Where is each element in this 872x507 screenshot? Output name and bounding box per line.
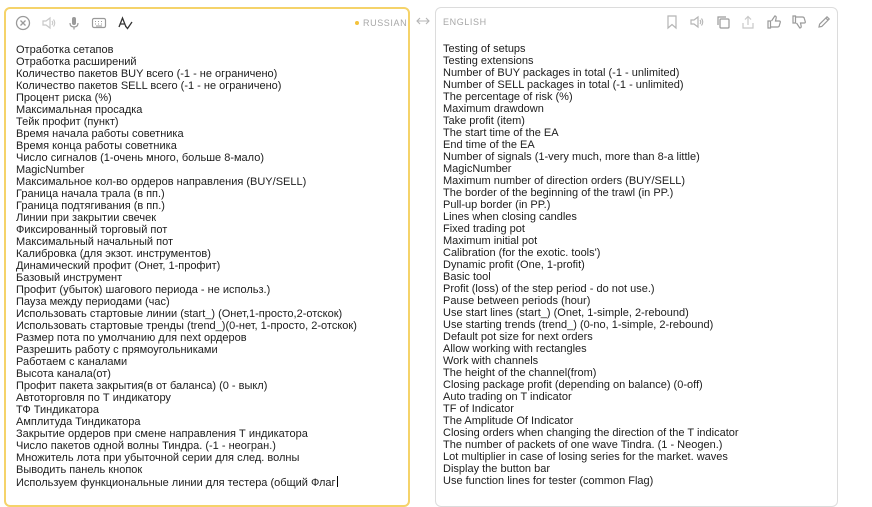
source-text-line: Высота канала(от) <box>16 368 111 380</box>
source-text-line: Максимальный начальный пот <box>16 236 173 248</box>
target-text-line: End time of the EA <box>443 139 535 151</box>
source-language-label[interactable]: RUSSIAN <box>363 18 408 28</box>
target-text-line: Default pot size for next orders <box>443 331 593 343</box>
target-text-line: Use starting trends (trend_) (0-no, 1-simple, 2-rebound) <box>443 319 714 331</box>
target-toolbar <box>436 8 837 36</box>
source-text-area[interactable] <box>16 44 357 488</box>
language-indicator-dot <box>355 21 359 25</box>
source-text-line: MagicNumber <box>16 164 85 176</box>
source-text-line: Граница начала трала (в пп.) <box>16 188 165 200</box>
copy-icon[interactable] <box>715 14 731 30</box>
source-text-line: Тейк профит (пункт) <box>16 116 119 128</box>
source-text-line: Амплитуда Тиндикатора <box>16 416 141 428</box>
spellcheck-icon[interactable] <box>117 15 133 31</box>
text-cursor <box>337 476 338 487</box>
source-text-line: Максимальное кол-во ордеров направления (BUY/SELL) <box>16 176 307 188</box>
source-text-line: Закрытие ордеров при смене направления Т индикатора <box>16 428 308 440</box>
edit-pencil-icon[interactable] <box>816 14 832 30</box>
source-text-line: Базовый инструмент <box>16 272 123 284</box>
thumbs-up-icon[interactable] <box>766 14 782 30</box>
target-text-line: Use start lines (start_) (Onet, 1-simple, 2-rebound) <box>443 307 689 319</box>
target-text-line: The height of the channel(from) <box>443 367 597 379</box>
target-text-line: Maximum initial pot <box>443 235 538 247</box>
target-text-line: Pause between periods (hour) <box>443 295 591 307</box>
target-text-line: Work with channels <box>443 355 539 367</box>
source-text-line: Отработка сетапов <box>16 44 114 56</box>
source-pane <box>4 7 410 507</box>
target-text-line: Fixed trading pot <box>443 223 525 235</box>
target-text-line: The Amplitude Of Indicator <box>443 415 574 427</box>
source-text-line: Профит пакета закрытия(в от баланса) (0 - выкл) <box>16 380 268 392</box>
target-text-line: Basic tool <box>443 271 491 283</box>
microphone-icon[interactable] <box>66 15 82 31</box>
source-text-line: Динамический профит (Онет, 1-профит) <box>16 260 221 272</box>
target-text-line: Number of SELL packages in total (-1 - unlimited) <box>443 79 684 91</box>
thumbs-down-icon[interactable] <box>791 14 807 30</box>
target-text-line: The border of the beginning of the trawl (in PP.) <box>443 187 674 199</box>
source-text-line: Профит (убыток) шагового периода - не использ.) <box>16 284 271 296</box>
window-right-margin <box>843 0 872 496</box>
target-text-line: Display the button bar <box>443 463 551 475</box>
clear-icon[interactable] <box>15 15 31 31</box>
target-text-line: Pull-up border (in PP.) <box>443 199 551 211</box>
target-language-label[interactable]: ENGLISH <box>443 17 487 27</box>
source-text-line: Выводить панель кнопок <box>16 464 143 476</box>
speaker-icon[interactable] <box>41 15 57 31</box>
target-text-line: Use function lines for tester (common Flag) <box>443 475 654 487</box>
target-text-line: Closing orders when changing the direction of the T indicator <box>443 427 739 439</box>
target-text-line: MagicNumber <box>443 163 512 175</box>
swap-languages-icon[interactable] <box>416 15 430 27</box>
target-text-line: Maximum drawdown <box>443 103 544 115</box>
source-text-line: Использовать стартовые тренды (trend_)(0-нет, 1-просто, 2-отскок) <box>16 320 357 332</box>
source-text-line: Отработка расширений <box>16 56 137 68</box>
target-text-line: Testing of setups <box>443 43 526 55</box>
source-text-line: Калибровка (для экзот. инструментов) <box>16 248 211 260</box>
source-text-line: Число сигналов (1-очень много, больше 8-мало) <box>16 152 264 164</box>
source-text-line: Пауза между периодами (час) <box>16 296 170 308</box>
source-text-line: Использовать стартовые линии (start_) (Онет,1-просто,2-отскок) <box>16 308 343 320</box>
target-text-line: Testing extensions <box>443 55 534 67</box>
target-text-line: Number of signals (1-very much, more than 8-a little) <box>443 151 700 163</box>
source-text-line: Разрешить работу с прямоугольниками <box>16 344 218 356</box>
share-icon[interactable] <box>740 14 756 30</box>
target-text-line: Calibration (for the exotic. tools') <box>443 247 601 259</box>
speaker-icon[interactable] <box>689 14 705 30</box>
source-toolbar <box>6 9 408 37</box>
target-text-line: Dynamic profit (One, 1-profit) <box>443 259 585 271</box>
target-text-line: TF of Indicator <box>443 403 514 415</box>
source-text-line: Процент риска (%) <box>16 92 112 104</box>
source-text-line: ТФ Тиндикатора <box>16 404 99 416</box>
target-text-line: Take profit (item) <box>443 115 525 127</box>
target-text-line: The number of packets of one wave Tindra. (1 - Neogen.) <box>443 439 723 451</box>
keyboard-icon[interactable] <box>91 15 107 31</box>
target-text-line: The start time of the EA <box>443 127 559 139</box>
target-text-line: Auto trading on T indicator <box>443 391 572 403</box>
source-text-line: Число пакетов одной волны Тиндра. (-1 - неогран.) <box>16 440 276 452</box>
source-text-line: Линии при закрытии свечек <box>16 212 157 224</box>
target-text-line: Allow working with rectangles <box>443 343 587 355</box>
translation-text-area <box>443 43 739 487</box>
source-text-line: Используем функциональные линии для тестера (общий Флаг <box>16 477 336 489</box>
source-text-line: Фиксированный торговый пот <box>16 224 168 236</box>
source-text-line: Множитель лота при убыточной серии для след. волны <box>16 452 300 464</box>
target-text-line: Closing package profit (depending on balance) (0-off) <box>443 379 703 391</box>
target-text-line: Lot multiplier in case of losing series for the market. waves <box>443 451 728 463</box>
target-text-line: Number of BUY packages in total (-1 - unlimited) <box>443 67 680 79</box>
source-text-line: Работаем с каналами <box>16 356 128 368</box>
source-text-line: Время конца работы советника <box>16 140 177 152</box>
source-text-line: Максимальная просадка <box>16 104 143 116</box>
target-pane <box>435 7 838 507</box>
target-text-line: Maximum number of direction orders (BUY/SELL) <box>443 175 686 187</box>
target-text-line: The percentage of risk (%) <box>443 91 573 103</box>
source-text-line: Время начала работы советника <box>16 128 184 140</box>
source-text-line: Количество пакетов BUY всего (-1 - не ограничено) <box>16 68 278 80</box>
source-text-line: Количество пакетов SELL всего (-1 - не ограничено) <box>16 80 282 92</box>
source-text-line: Граница подтягивания (в пп.) <box>16 200 165 212</box>
source-text-line: Размер пота по умолчанию для next ордеров <box>16 332 247 344</box>
target-text-line: Lines when closing candles <box>443 211 577 223</box>
source-text-line: Автоторговля по Т индикатору <box>16 392 171 404</box>
target-text-line: Profit (loss) of the step period - do not use.) <box>443 283 655 295</box>
bookmark-icon[interactable] <box>664 14 680 30</box>
